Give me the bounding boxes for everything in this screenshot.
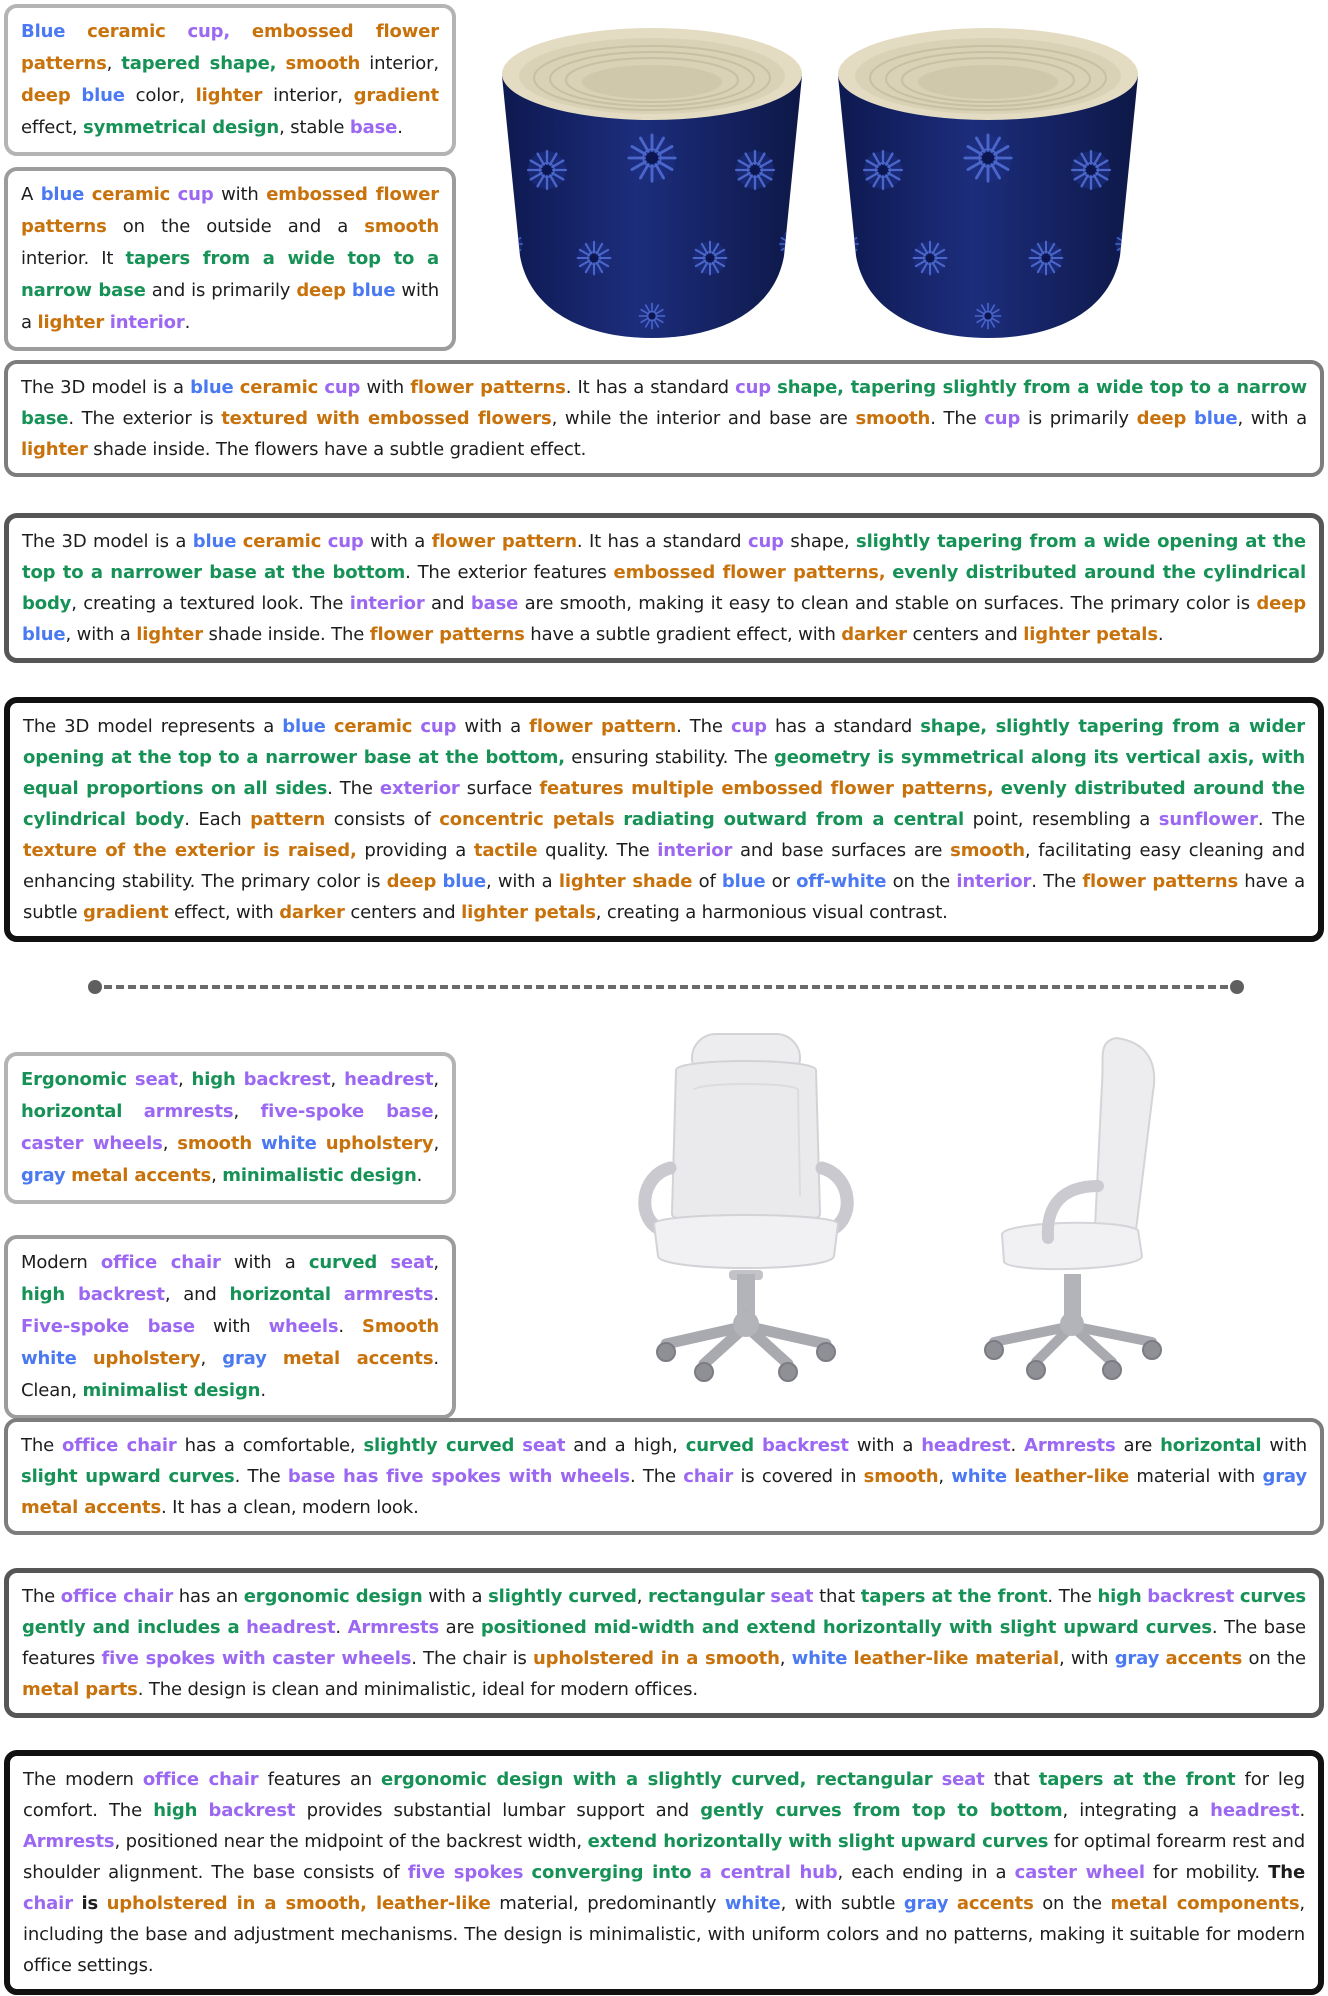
cup-keyword-caption-box: Blue ceramic cup, embossed flower patterns, tapered shape, smooth interior, deep blue color, lighter interior, gradient effect, symmetrical design, stable base. <box>4 4 456 156</box>
chair-keyword-caption-box: Ergonomic seat, high backrest, headrest, horizontal armrests, five-spoke base, caster wheels, smooth white upholstery, gray metal accents, minimalistic design. <box>4 1052 456 1204</box>
chair-render-front <box>596 1028 896 1388</box>
chair-caption-level2-box: The office chair has an ergonomic design with a slightly curved, rectangular seat that tapers at the front. The high backrest curves gently and includes a headrest. Armrests are positioned mid-width and extend horizontally with slight upward curves. The base features five spokes with caster wheels. The chair is upholstered in a smooth, white leather-like material, with gray accents on the metal parts. The design is clean and minimalistic, ideal for modern offices. <box>4 1568 1324 1718</box>
divider-dashed-line <box>104 985 1228 989</box>
chair-render-side <box>940 1028 1240 1388</box>
cup-caption-level1-box: The 3D model is a blue ceramic cup with flower patterns. It has a standard cup shape, tapering slightly from a wide top to a narrow base. The exterior is textured with embossed flowers, while the interior and base are smooth. The cup is primarily deep blue, with a lighter shade inside. The flowers have a subtle gradient effect. <box>4 360 1324 477</box>
divider-left-dot <box>88 980 102 994</box>
section-divider <box>88 980 1244 994</box>
cup-render-left <box>492 18 812 348</box>
chair-short-caption-box: Modern office chair with a curved seat, high backrest, and horizontal armrests. Five-spoke base with wheels. Smooth white upholstery, gray metal accents. Clean, minimalist design. <box>4 1235 456 1419</box>
cup-caption-level3-box: The 3D model represents a blue ceramic cup with a flower pattern. The cup has a standard shape, slightly tapering from a wider opening at the top to a narrower base at the bottom, ensuring stability. The geometry is symmetrical along its vertical axis, with equal proportions on all sides. The exterior surface features multiple embossed flower patterns, evenly distributed around the cylindrical body. Each pattern consists of concentric petals radiating outward from a central point, resembling a sunflower. The texture of the exterior is raised, providing a tactile quality. The interior and base surfaces are smooth, facilitating easy cleaning and enhancing stability. The primary color is deep blue, with a lighter shade of blue or off-white on the interior. The flower patterns have a subtle gradient effect, with darker centers and lighter petals, creating a harmonious visual contrast. <box>4 697 1324 942</box>
cup-render-right <box>828 18 1148 348</box>
cup-caption-level2-box: The 3D model is a blue ceramic cup with a flower pattern. It has a standard cup shape, slightly tapering from a wide opening at the top to a narrower base at the bottom. The exterior features embossed flower patterns, evenly distributed around the cylindrical body, creating a textured look. The interior and base are smooth, making it easy to clean and stable on surfaces. The primary color is deep blue, with a lighter shade inside. The flower patterns have a subtle gradient effect, with darker centers and lighter petals. <box>4 513 1324 663</box>
divider-right-dot <box>1230 980 1244 994</box>
chair-caption-level1-box: The office chair has a comfortable, slightly curved seat and a high, curved backrest with a headrest. Armrests are horizontal with slight upward curves. The base has five spokes with wheels. The chair is covered in smooth, white leather-like material with gray metal accents. It has a clean, modern look. <box>4 1418 1324 1535</box>
chair-caption-level3-box: The modern office chair features an ergonomic design with a slightly curved, rectangular seat that tapers at the front for leg comfort. The high backrest provides substantial lumbar support and gently curves from top to bottom, integrating a headrest. Armrests, positioned near the midpoint of the backrest width, extend horizontally with slight upward curves for optimal forearm rest and shoulder alignment. The base consists of five spokes converging into a central hub, each ending in a caster wheel for mobility. The chair is upholstered in a smooth, leather-like material, predominantly white, with subtle gray accents on the metal components, including the base and adjustment mechanisms. The design is minimalistic, with uniform colors and no patterns, making it suitable for modern office settings. <box>4 1750 1324 1995</box>
cup-short-caption-box: A blue ceramic cup with embossed flower patterns on the outside and a smooth interior. It tapers from a wide top to a narrow base and is primarily deep blue with a lighter interior. <box>4 167 456 351</box>
